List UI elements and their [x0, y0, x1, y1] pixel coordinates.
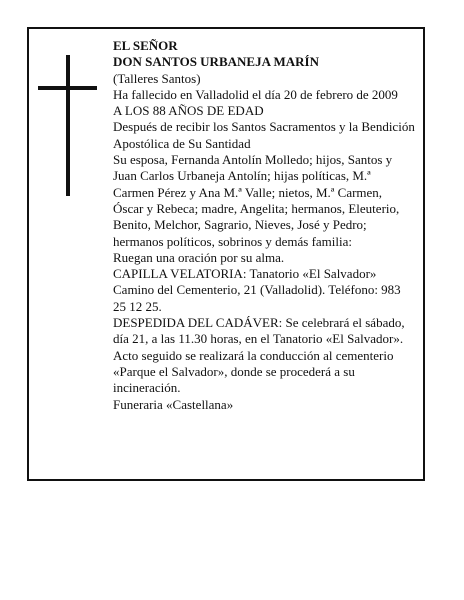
- cross-icon: [66, 55, 70, 196]
- funeral-home: Funeraria «Castellana»: [113, 396, 234, 412]
- company-name: (Talleres Santos): [113, 70, 201, 86]
- prayer-request: Ruegan una oración por su alma.: [113, 249, 285, 265]
- age-statement: A LOS 88 AÑOS DE EDAD: [113, 103, 264, 119]
- farewell-info: DESPEDIDA DEL CADÁVER: Se celebrará el sábado, día 21, a las 11.30 horas, en el Tanatorio «El Salvador». Acto seguido se realizará la conducción al cementerio «Parque el Salvador», donde se procederá a su incineración.: [113, 315, 405, 396]
- obituary-text: [113, 38, 415, 413]
- cross-icon-arm: [38, 86, 97, 90]
- chapel-info: CAPILLA VELATORIA: Tanatorio «El Salvador» Camino del Cementerio, 21 (Valladolid). Teléfono: 983 25 12 25.: [113, 266, 401, 314]
- family-list: Su esposa, Fernanda Antolín Molledo; hijos, Santos y Juan Carlos Urbaneja Antolín; hijas políticas, M.ª Carmen Pérez y Ana M.ª Valle; nietos, M.ª Carmen, Óscar y Rebeca; madre, Angelita; hermanos, Eleuterio, Benito, Melchor, Sagrario, Nieves, José y Pedro; hermanos políticos, sobrinos y demás familia:: [113, 152, 400, 249]
- death-statement: Ha fallecido en Valladolid el día 20 de febrero de 2009: [113, 86, 398, 102]
- sacraments-statement: Después de recibir los Santos Sacramentos y la Bendición Apostólica de Su Santidad: [113, 119, 415, 151]
- title-line: EL SEÑOR: [113, 38, 178, 53]
- deceased-name: DON SANTOS URBANEJA MARÍN: [113, 54, 319, 70]
